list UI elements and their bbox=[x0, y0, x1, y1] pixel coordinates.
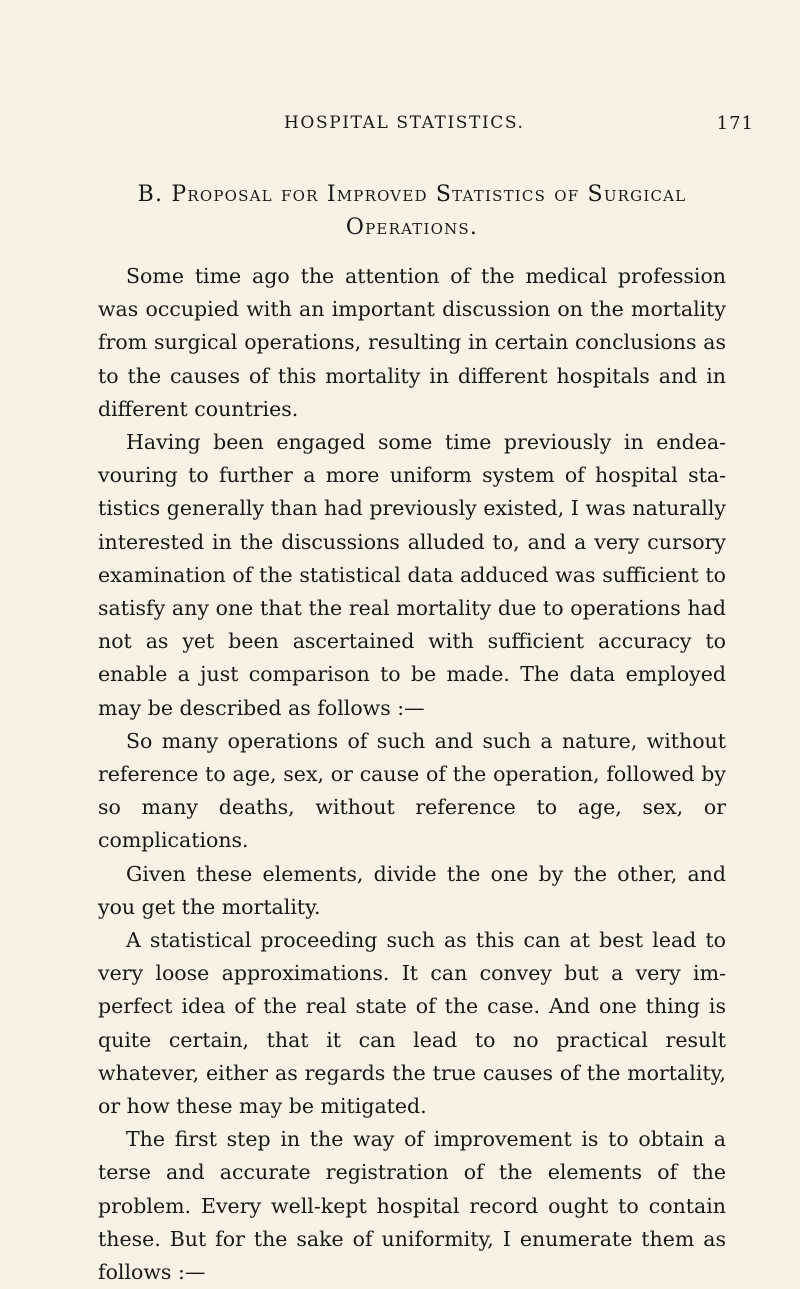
page-number: 171 bbox=[716, 113, 754, 134]
paragraph: A statistical proceeding such as this can at best lead to very loose approximations. It can convey but a very imperfect idea of the real state of the case. And one thing is quite certain, that it can lead to no practical result whatever, either as regards the true causes of the mortality, or how these may be mitigated. bbox=[98, 928, 726, 1119]
paragraph: Having been engaged some time previously in endeavouring to further a more uniform system of hospital statistics generally than had previously existed, I was naturally interested in the discussions alluded to, and a very cursory examination of the statistical data adduced was sufficient to satisfy any one that the real mortality due to operations had not as yet been ascertained with sufficient accuracy to enable a just comparison to be made. The data employed may be described as follows :— bbox=[98, 430, 726, 720]
paragraph: Given these elements, divide the one by the other, and you get the mortality. bbox=[98, 861, 726, 919]
body-text bbox=[98, 260, 726, 1289]
paragraph: Some time ago the attention of the medical profession was occupied with an important discussion on the mortality from surgical operations, resulting in certain conclusions as to the causes of this mortality in different hospitals and in different countries. bbox=[98, 264, 726, 421]
section-heading: B. Proposal for Improved Statistics of Surgical Operations. bbox=[137, 182, 687, 240]
paragraph: So many operations of such and such a nature, without reference to age, sex, or cause of the operation, followed by so many deaths, without reference to age, sex, or complications. bbox=[98, 728, 726, 853]
running-head bbox=[284, 113, 754, 143]
running-title: HOSPITAL STATISTICS. bbox=[284, 113, 525, 133]
paragraph: The first step in the way of improvement is to obtain a terse and accurate registration of the elements of the problem. Every well-kept hospital record ought to contain these. But for the sake of uniformity, I enumerate them as follows :— bbox=[98, 1127, 726, 1285]
